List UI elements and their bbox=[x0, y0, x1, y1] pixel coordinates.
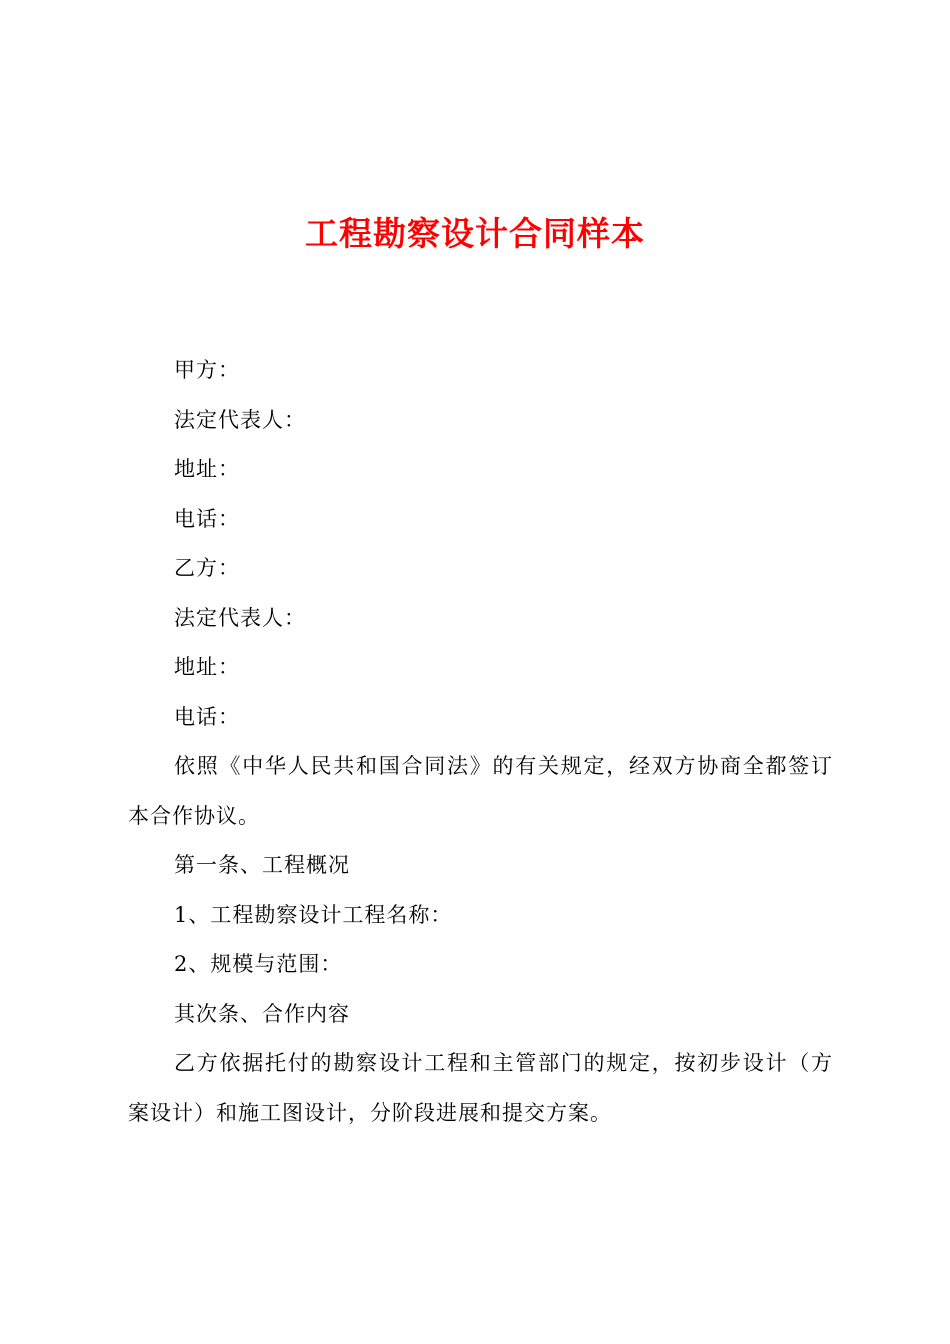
party-a-label: 甲方： bbox=[174, 358, 240, 382]
document-title: 工程勘察设计合同样本 bbox=[305, 214, 645, 253]
article-1-item-2: 2、规模与范围： bbox=[174, 952, 343, 976]
article-2-heading: 其次条、合作内容 bbox=[174, 1001, 350, 1026]
article-2-paragraph: 乙方依据托付的勘察设计工程和主管部门的规定，按初步设计（方案设计）和施工图设计，分阶段进展和提交方案。 bbox=[128, 1051, 833, 1125]
party-b-legal-rep-label: 法定代表人： bbox=[174, 605, 306, 630]
party-b-label: 乙方： bbox=[174, 556, 240, 580]
party-a-phone-label: 电话： bbox=[174, 506, 240, 531]
document-body bbox=[128, 346, 833, 1138]
party-a-legal-rep-label: 法定代表人： bbox=[174, 407, 306, 432]
party-b-phone-label: 电话： bbox=[174, 704, 240, 729]
article-1-item-1: 1、工程勘察设计工程名称： bbox=[174, 902, 453, 927]
article-1-heading: 第一条、工程概况 bbox=[174, 853, 350, 877]
party-b-address-label: 地址： bbox=[174, 655, 240, 679]
preamble-paragraph: 依照《中华人民共和国合同法》的有关规定，经双方协商全都签订本合作协议。 bbox=[128, 754, 833, 828]
party-a-address-label: 地址： bbox=[174, 457, 240, 481]
